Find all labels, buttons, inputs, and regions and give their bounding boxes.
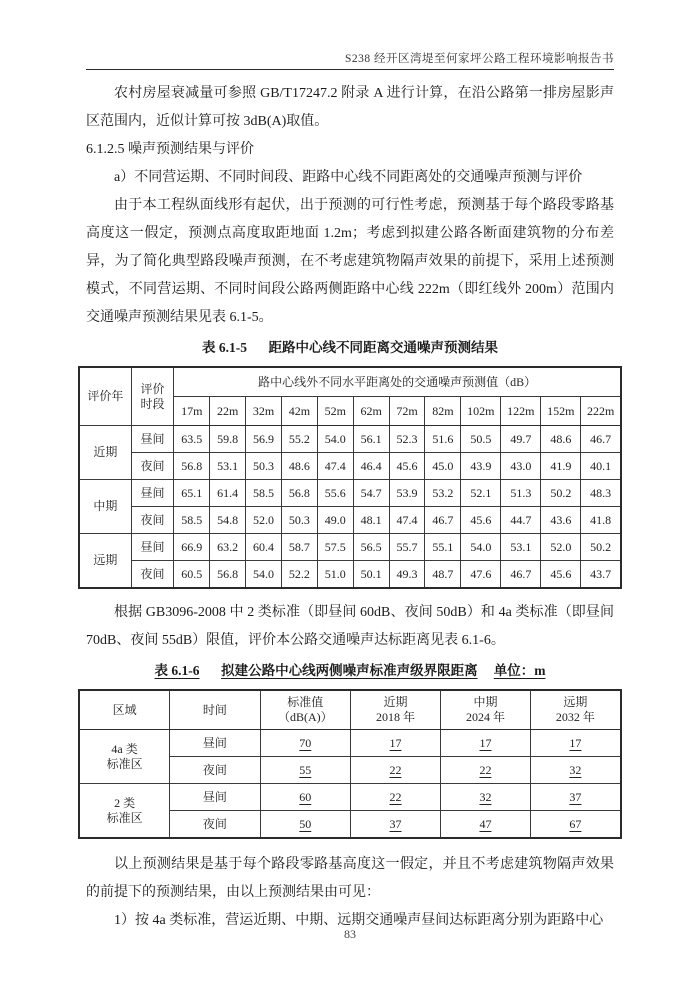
period-label: 夜间 bbox=[140, 566, 165, 581]
value-cell bbox=[461, 507, 501, 534]
period-label: 昼间 bbox=[202, 789, 227, 804]
noise-value: 56.8 bbox=[217, 566, 239, 581]
value-cell bbox=[174, 561, 210, 589]
noise-value: 46.7 bbox=[432, 512, 454, 527]
page-content bbox=[86, 80, 614, 935]
noise-value: 66.9 bbox=[181, 539, 203, 554]
noise-value: 49.0 bbox=[324, 512, 346, 527]
value-cell bbox=[389, 426, 425, 453]
table2-title-text: 拟建公路中心线两侧噪声标准声级界限距离 bbox=[221, 663, 478, 678]
distance-label: 82m bbox=[432, 403, 454, 418]
value-cell bbox=[425, 453, 461, 480]
noise-prediction-table bbox=[78, 366, 622, 589]
value-cell bbox=[541, 534, 581, 561]
list-item-a: a）不同营运期、不同时间段、距路中心线不同距离处的交通噪声预测与评价 bbox=[114, 170, 583, 185]
period-cell bbox=[131, 534, 174, 561]
noise-value: 65.1 bbox=[181, 485, 203, 500]
value-cell bbox=[246, 453, 282, 480]
value-cell bbox=[501, 480, 541, 507]
value-cell bbox=[461, 561, 501, 589]
noise-value: 50.2 bbox=[550, 485, 572, 500]
region-cell: 4a 类 标准区 bbox=[79, 730, 169, 784]
value-cell bbox=[210, 480, 246, 507]
value-cell bbox=[317, 480, 353, 507]
value-cell bbox=[461, 534, 501, 561]
header-近期: 近期 2018 年 bbox=[351, 690, 441, 730]
value-cell bbox=[581, 534, 621, 561]
noise-value: 43.0 bbox=[510, 458, 532, 473]
table2-title-label: 表 6.1-6 bbox=[154, 663, 200, 678]
value-cell bbox=[541, 426, 581, 453]
value-cell bbox=[281, 426, 317, 453]
header-时间: 时间 bbox=[170, 690, 260, 730]
period-label: 夜间 bbox=[202, 762, 227, 777]
table2-title-unit: 单位：m bbox=[493, 663, 546, 678]
year-cell bbox=[79, 480, 131, 534]
period-cell bbox=[170, 757, 260, 784]
value-cell bbox=[353, 453, 389, 480]
value-cell bbox=[210, 507, 246, 534]
period-label: 昼间 bbox=[202, 735, 227, 750]
period-cell bbox=[131, 426, 174, 453]
value-cell bbox=[246, 507, 282, 534]
distance-value-cell bbox=[440, 811, 530, 839]
noise-value: 59.8 bbox=[217, 431, 239, 446]
value-cell bbox=[461, 480, 501, 507]
noise-value: 53.9 bbox=[396, 485, 418, 500]
distance-value-cell bbox=[530, 784, 621, 811]
distance-value: 37 bbox=[389, 816, 402, 831]
noise-value: 54.0 bbox=[470, 539, 492, 554]
period-cell bbox=[170, 784, 260, 811]
noise-value: 52.1 bbox=[470, 485, 492, 500]
noise-value: 54.0 bbox=[253, 566, 275, 581]
noise-value: 60.5 bbox=[181, 566, 203, 581]
value-cell bbox=[461, 453, 501, 480]
value-cell bbox=[353, 480, 389, 507]
period-cell bbox=[131, 561, 174, 589]
year-label: 中期 bbox=[93, 499, 118, 513]
period-label: 昼间 bbox=[140, 539, 165, 554]
value-cell bbox=[353, 561, 389, 589]
distance-value-cell bbox=[351, 784, 441, 811]
value-cell bbox=[281, 561, 317, 589]
noise-value: 45.6 bbox=[470, 512, 492, 527]
value-cell bbox=[353, 426, 389, 453]
distance-value-cell bbox=[530, 811, 621, 839]
noise-value: 51.0 bbox=[324, 566, 346, 581]
value-cell bbox=[317, 507, 353, 534]
noise-value: 54.7 bbox=[360, 485, 382, 500]
distance-value-cell bbox=[530, 757, 621, 784]
value-cell bbox=[353, 507, 389, 534]
value-cell bbox=[281, 534, 317, 561]
value-cell bbox=[174, 453, 210, 480]
noise-value: 48.3 bbox=[590, 485, 612, 500]
paragraph-attenuation: 农村房屋衰减量可参照 GB/T17247.2 附录 A 进行计算，在沿公路第一排房屋影声区范围内，近似计算可按 3dB(A)取值。 bbox=[86, 86, 614, 129]
table1-title-label: 表 6.1-5 bbox=[201, 340, 247, 355]
noise-value: 48.6 bbox=[550, 431, 572, 446]
value-cell bbox=[174, 507, 210, 534]
table-row bbox=[79, 426, 621, 453]
noise-value: 57.5 bbox=[324, 539, 346, 554]
noise-value: 54.8 bbox=[217, 512, 239, 527]
period-label: 昼间 bbox=[140, 431, 165, 446]
distance-label: 32m bbox=[252, 403, 275, 418]
noise-value: 47.4 bbox=[324, 458, 346, 473]
value-cell bbox=[281, 507, 317, 534]
noise-value: 43.7 bbox=[590, 566, 612, 581]
paragraph-standards: 根据 GB3096-2008 中 2 类标准（即昼间 60dB、夜间 50dB）和 4a 类标准（即昼间 70dB、夜间 55dB）限值，评价本公路交通噪声达标距离见表 6.1-6。 bbox=[86, 605, 614, 648]
header-distance bbox=[281, 397, 317, 426]
noise-value: 55.7 bbox=[396, 539, 418, 554]
noise-value: 60.4 bbox=[253, 539, 275, 554]
value-cell bbox=[389, 507, 425, 534]
header-区域: 区域 bbox=[79, 690, 169, 730]
value-cell bbox=[210, 453, 246, 480]
page-footer bbox=[0, 927, 700, 942]
distance-label: 42m bbox=[288, 403, 311, 418]
header-distance bbox=[501, 397, 541, 426]
noise-value: 58.7 bbox=[288, 539, 310, 554]
value-cell bbox=[581, 507, 621, 534]
value-cell bbox=[425, 561, 461, 589]
noise-value: 43.6 bbox=[550, 512, 572, 527]
value-cell bbox=[353, 534, 389, 561]
value-cell bbox=[281, 453, 317, 480]
noise-value: 46.7 bbox=[510, 566, 532, 581]
noise-value: 50.3 bbox=[288, 512, 310, 527]
value-cell bbox=[541, 480, 581, 507]
value-cell bbox=[246, 426, 282, 453]
noise-value: 55.1 bbox=[432, 539, 454, 554]
noise-value: 50.5 bbox=[470, 431, 492, 446]
noise-value: 41.9 bbox=[550, 458, 572, 473]
distance-label: 52m bbox=[324, 403, 346, 418]
value-cell bbox=[317, 561, 353, 589]
paragraph-conclusion: 以上预测结果是基于每个路段零路基高度这一假定，并且不考虑建筑物隔声效果的前提下的预测结果，由以上预测结果由可见： bbox=[86, 857, 614, 900]
noise-value: 45.0 bbox=[432, 458, 454, 473]
value-cell bbox=[210, 534, 246, 561]
distance-value-cell bbox=[260, 757, 350, 784]
noise-value: 45.6 bbox=[550, 566, 572, 581]
value-cell bbox=[501, 426, 541, 453]
distance-value: 47 bbox=[479, 816, 492, 831]
noise-value: 56.5 bbox=[360, 539, 382, 554]
distance-value-cell bbox=[260, 784, 350, 811]
header-中期: 中期 2024 年 bbox=[440, 690, 530, 730]
period-cell bbox=[170, 730, 260, 757]
section-heading: 6.1.2.5 噪声预测结果与评价 bbox=[86, 142, 254, 157]
noise-value: 41.8 bbox=[590, 512, 612, 527]
distance-value-cell bbox=[260, 730, 350, 757]
distance-value-cell bbox=[530, 730, 621, 757]
header-distance bbox=[541, 397, 581, 426]
noise-value: 63.5 bbox=[181, 431, 203, 446]
region-cell: 2 类 标准区 bbox=[79, 784, 169, 839]
value-cell bbox=[501, 561, 541, 589]
header-distance bbox=[425, 397, 461, 426]
distance-label: 222m bbox=[586, 403, 615, 418]
value-cell bbox=[541, 453, 581, 480]
paragraph-prediction-method: 由于本工程纵面线形有起伏，出于预测的可行性考虑，预测基于每个路段零路基高度这一假定，预测点高度取距地面 1.2m；考虑到拟建公路各断面建筑物的分布差异，为了简化典型路段噪声预测，在不考虑建筑物隔声效果的前提下，采用上述预测模式，不同营运期、不同时间段公路两侧距路中心线 222m（即红线外 200m）范围内交通噪声预测结果见表 6.1-5。 bbox=[86, 198, 614, 325]
report-title: S238 经开区湾堤至何家坪公路工程环境影响报告书 bbox=[344, 53, 614, 65]
distance-value-cell bbox=[440, 730, 530, 757]
distance-value: 60 bbox=[299, 789, 312, 804]
value-cell bbox=[210, 426, 246, 453]
distance-label: 122m bbox=[507, 403, 535, 418]
value-cell bbox=[581, 453, 621, 480]
period-label: 夜间 bbox=[202, 816, 227, 831]
distance-label: 152m bbox=[547, 403, 575, 418]
header-label: 评价年 bbox=[87, 389, 124, 403]
table2-title bbox=[86, 657, 614, 685]
period-cell bbox=[131, 453, 174, 480]
noise-value: 49.7 bbox=[510, 431, 532, 446]
distance-value-cell bbox=[351, 811, 441, 839]
value-cell bbox=[541, 561, 581, 589]
table-row bbox=[79, 453, 621, 480]
value-cell bbox=[501, 534, 541, 561]
noise-value: 50.1 bbox=[360, 566, 382, 581]
value-cell bbox=[389, 453, 425, 480]
noise-value: 50.3 bbox=[253, 458, 275, 473]
year-cell bbox=[79, 534, 131, 589]
noise-value: 61.4 bbox=[217, 485, 239, 500]
table1-title-text: 距路中心线不同距离交通噪声预测结果 bbox=[268, 340, 499, 355]
header-eval-period: 评价 时段 bbox=[131, 367, 174, 426]
value-cell bbox=[389, 480, 425, 507]
distance-value: 17 bbox=[479, 735, 492, 750]
noise-value: 53.2 bbox=[432, 485, 454, 500]
table1-title bbox=[86, 334, 614, 362]
noise-value: 58.5 bbox=[181, 512, 203, 527]
noise-value: 51.3 bbox=[510, 485, 532, 500]
value-cell bbox=[389, 561, 425, 589]
noise-value: 48.6 bbox=[288, 458, 310, 473]
value-cell bbox=[425, 480, 461, 507]
distance-value-cell bbox=[440, 757, 530, 784]
noise-value: 52.0 bbox=[253, 512, 275, 527]
noise-value: 56.8 bbox=[288, 485, 310, 500]
distance-label: 62m bbox=[360, 403, 382, 418]
noise-value: 56.1 bbox=[360, 431, 382, 446]
header-eval-year bbox=[79, 367, 131, 426]
table-row bbox=[79, 534, 621, 561]
value-cell bbox=[541, 507, 581, 534]
noise-value: 47.6 bbox=[470, 566, 492, 581]
distance-value: 50 bbox=[299, 816, 312, 831]
value-cell bbox=[210, 561, 246, 589]
noise-value: 56.9 bbox=[253, 431, 275, 446]
noise-value: 56.8 bbox=[181, 458, 203, 473]
distance-value: 17 bbox=[389, 735, 402, 750]
noise-value: 47.4 bbox=[396, 512, 418, 527]
distance-value: 32 bbox=[479, 789, 492, 804]
value-cell bbox=[425, 507, 461, 534]
noise-value: 54.0 bbox=[324, 431, 346, 446]
table-row bbox=[79, 730, 621, 757]
header-distance bbox=[581, 397, 621, 426]
noise-value: 44.7 bbox=[510, 512, 532, 527]
noise-value: 40.1 bbox=[590, 458, 612, 473]
table-row bbox=[79, 480, 621, 507]
period-label: 昼间 bbox=[140, 485, 165, 500]
distance-value: 32 bbox=[569, 762, 582, 777]
noise-value: 50.2 bbox=[590, 539, 612, 554]
value-cell bbox=[317, 534, 353, 561]
value-cell bbox=[581, 561, 621, 589]
header-distance bbox=[210, 397, 246, 426]
header-distance-span bbox=[174, 367, 621, 397]
distance-value: 67 bbox=[569, 816, 582, 831]
value-cell bbox=[246, 561, 282, 589]
noise-value: 51.6 bbox=[432, 431, 454, 446]
value-cell bbox=[425, 534, 461, 561]
distance-label: 22m bbox=[217, 403, 239, 418]
distance-value: 55 bbox=[299, 762, 312, 777]
value-cell bbox=[174, 534, 210, 561]
page-header bbox=[86, 50, 614, 70]
noise-value: 45.6 bbox=[396, 458, 418, 473]
noise-value: 52.2 bbox=[288, 566, 310, 581]
value-cell bbox=[317, 453, 353, 480]
noise-value: 52.3 bbox=[396, 431, 418, 446]
noise-value: 48.1 bbox=[360, 512, 382, 527]
value-cell bbox=[281, 480, 317, 507]
value-cell bbox=[389, 534, 425, 561]
noise-value: 63.2 bbox=[217, 539, 239, 554]
header-distance bbox=[174, 397, 210, 426]
header-distance bbox=[353, 397, 389, 426]
value-cell bbox=[461, 426, 501, 453]
value-cell bbox=[317, 426, 353, 453]
header-distance bbox=[389, 397, 425, 426]
period-label: 夜间 bbox=[140, 458, 165, 473]
noise-value: 46.4 bbox=[360, 458, 382, 473]
distance-label: 72m bbox=[396, 403, 418, 418]
noise-value: 55.2 bbox=[288, 431, 310, 446]
value-cell bbox=[581, 480, 621, 507]
period-cell bbox=[131, 507, 174, 534]
value-cell bbox=[174, 426, 210, 453]
period-label: 夜间 bbox=[140, 512, 165, 527]
boundary-distance-table bbox=[78, 689, 622, 839]
distance-label: 17m bbox=[181, 403, 203, 418]
distance-value: 22 bbox=[389, 789, 402, 804]
distance-value-cell bbox=[351, 730, 441, 757]
value-cell bbox=[425, 426, 461, 453]
noise-value: 58.5 bbox=[253, 485, 275, 500]
distance-value: 17 bbox=[569, 735, 582, 750]
distance-value-cell bbox=[260, 811, 350, 839]
year-label: 近期 bbox=[93, 445, 118, 459]
noise-value: 53.1 bbox=[510, 539, 532, 554]
period-cell bbox=[170, 811, 260, 839]
value-cell bbox=[246, 534, 282, 561]
noise-value: 52.0 bbox=[550, 539, 572, 554]
noise-value: 49.3 bbox=[396, 566, 418, 581]
noise-value: 48.7 bbox=[432, 566, 454, 581]
value-cell bbox=[581, 426, 621, 453]
distance-value: 22 bbox=[389, 762, 402, 777]
header-标准值: 标准值 （dB(A)） bbox=[260, 690, 350, 730]
table-row bbox=[79, 561, 621, 589]
noise-value: 55.6 bbox=[324, 485, 346, 500]
header-label: 路中心线外不同水平距离处的交通噪声预测值（dB） bbox=[258, 374, 537, 389]
distance-value: 22 bbox=[479, 762, 492, 777]
value-cell bbox=[501, 507, 541, 534]
header-distance bbox=[246, 397, 282, 426]
page-number: 83 bbox=[344, 927, 356, 941]
year-label: 远期 bbox=[93, 553, 118, 567]
period-cell bbox=[131, 480, 174, 507]
value-cell bbox=[501, 453, 541, 480]
value-cell bbox=[174, 480, 210, 507]
distance-value-cell bbox=[351, 757, 441, 784]
table-row bbox=[79, 507, 621, 534]
header-distance bbox=[317, 397, 353, 426]
distance-value: 70 bbox=[299, 735, 312, 750]
distance-value: 37 bbox=[569, 789, 582, 804]
distance-label: 102m bbox=[467, 403, 495, 418]
header-distance bbox=[461, 397, 501, 426]
noise-value: 46.7 bbox=[590, 431, 612, 446]
table-row bbox=[79, 784, 621, 811]
header-远期: 远期 2032 年 bbox=[530, 690, 621, 730]
noise-value: 43.9 bbox=[470, 458, 492, 473]
noise-value: 53.1 bbox=[217, 458, 239, 473]
distance-value-cell bbox=[440, 784, 530, 811]
paragraph-item-1: 1）按 4a 类标准，营运近期、中期、远期交通噪声昼间达标距离分别为距路中心 bbox=[114, 913, 604, 928]
year-cell bbox=[79, 426, 131, 480]
value-cell bbox=[246, 480, 282, 507]
